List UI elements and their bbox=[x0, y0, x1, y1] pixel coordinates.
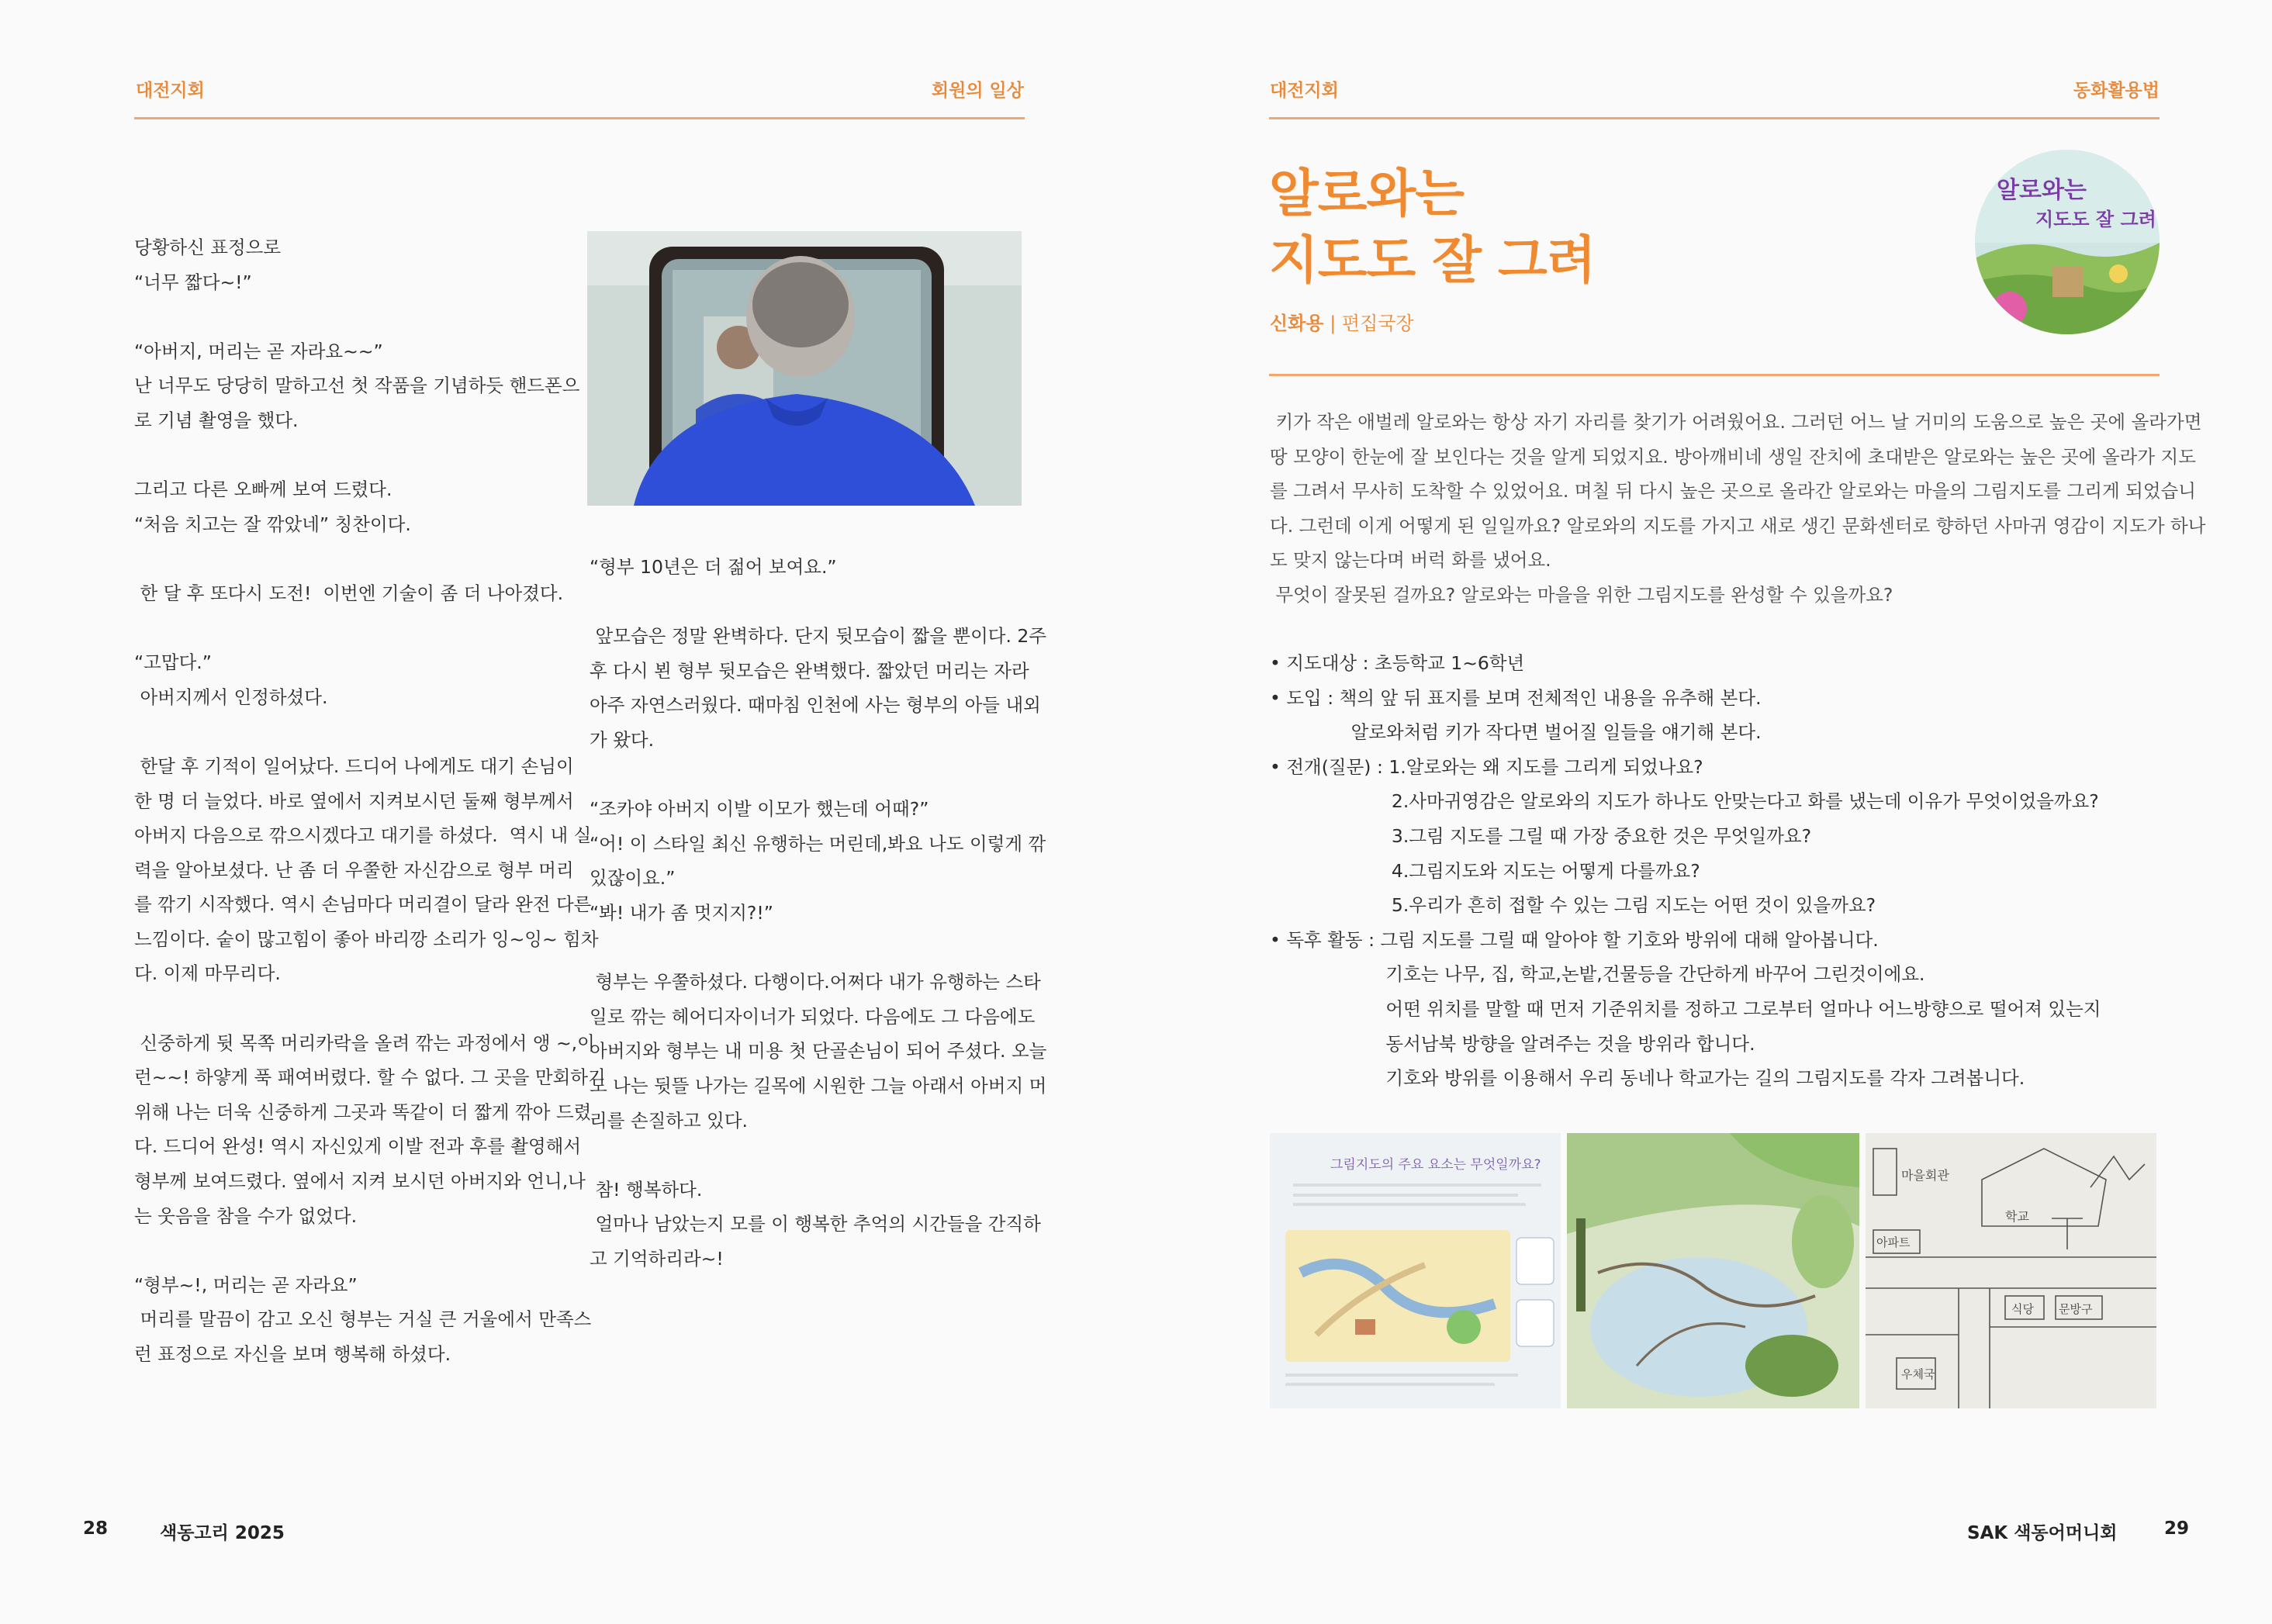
essay-line: 한 달 후 또다시 도전! 이번엔 기술이 좀 더 나아졌다. bbox=[134, 582, 564, 604]
essay-line: 얼마나 남았는지 모를 이 행복한 추억의 시간들을 간직하 bbox=[590, 1213, 1041, 1235]
essay-line: 위해 나는 더욱 신중하게 그곳과 똑같이 더 짧게 깎아 드렸 bbox=[134, 1101, 592, 1123]
essay-line: 다. 이제 마무리다. bbox=[134, 962, 281, 985]
guide-line: 어떤 위치를 말할 때 먼저 기준위치를 정하고 그로부터 얼마나 어느방향으로 떨어져 있는지 bbox=[1270, 997, 2101, 1020]
summary-line: 다. 그런데 이게 어떻게 된 일일까요? 알로와의 지도를 가지고 새로 생긴 문화센터로 향하던 사마귀 영감이 지도가 하나 bbox=[1270, 514, 2206, 537]
essay-line: 당황하신 표정으로 bbox=[134, 237, 282, 258]
essay-line: 신중하게 뒷 목쪽 머리카락을 올려 깎는 과정에서 앵 ~,이 bbox=[134, 1031, 595, 1054]
essay-line: 느낌이다. 숱이 많고힘이 좋아 바리깡 소리가 잉~잉~ 힘차 bbox=[134, 928, 599, 950]
essay-line bbox=[134, 438, 576, 473]
activity-guide-list bbox=[1270, 646, 2162, 1096]
map-label-apartment: 아파트 bbox=[1876, 1235, 1911, 1249]
essay-line: 있잖이요.” bbox=[590, 867, 676, 890]
essay-line: 리를 손질하고 있다. bbox=[590, 1109, 749, 1132]
guide-line: 3.그림 지도를 그릴 때 가장 중요한 것은 무엇일까요? bbox=[1270, 824, 1812, 847]
title-rule bbox=[1269, 374, 2160, 376]
left-page-number: 28 bbox=[83, 1519, 109, 1539]
right-header-category: 동화활용법 bbox=[2073, 81, 2160, 101]
author-role: 편집국장 bbox=[1341, 313, 1414, 334]
essay-line: “조카야 아버지 이발 이모가 했는데 어때?” bbox=[590, 798, 929, 821]
article-title-line2: 지도도 잘 그려 bbox=[1269, 230, 1596, 290]
activity-photo-hand-drawn-map bbox=[1866, 1133, 2156, 1408]
guide-line: • 도입 : 책의 앞 뒤 표지를 보며 전체적인 내용을 유추해 본다. bbox=[1270, 686, 1762, 709]
guide-line: 기호는 나무, 집, 학교,논밭,건물등을 간단하게 바꾸어 그린것이에요. bbox=[1270, 963, 1925, 986]
essay-line: “형부 10년은 더 젊어 보여요.” bbox=[590, 556, 837, 578]
guide-line: 4.그림지도와 지도는 어떻게 다를까요? bbox=[1270, 859, 1700, 882]
guide-line: 동서남북 방향을 알려주는 것을 방위라 합니다. bbox=[1270, 1032, 1755, 1055]
essay-line bbox=[590, 931, 1028, 966]
essay-line: “너무 짧다~!” bbox=[134, 271, 252, 293]
essay-line: 다. 드디어 완성! 역시 자신있게 이발 전과 후를 촬영해서 bbox=[134, 1135, 582, 1158]
author-name: 신화용 bbox=[1270, 313, 1324, 334]
left-column-1 bbox=[134, 230, 606, 1372]
essay-line: 런 표정으로 자신을 보며 행복해 하셨다. bbox=[134, 1343, 451, 1365]
essay-line bbox=[134, 1233, 576, 1268]
essay-line: 도 나는 뒷뜰 나가는 길목에 시원한 그늘 아래서 아버지 머 bbox=[590, 1074, 1047, 1097]
guide-line: 2.사마귀영감은 알로와의 지도가 하나도 안맞는다고 화를 냈는데 이유가 무엇이었을까요? bbox=[1270, 790, 2099, 813]
essay-line: 난 너무도 당당히 말하고선 첫 작품을 기념하듯 핸드폰으 bbox=[134, 375, 580, 397]
essay-line bbox=[134, 299, 576, 334]
map-label-school: 학교 bbox=[2005, 1209, 2029, 1224]
essay-line bbox=[134, 714, 576, 749]
svg-text:알로와는: 알로와는 bbox=[1997, 177, 2087, 204]
summary-line: 를 그려서 무사히 도착할 수 있었어요. 며칠 뒤 다시 높은 곳으로 올라간 알로와는 마을의 그림지도를 그리게 되었습니 bbox=[1270, 480, 2196, 503]
author-line bbox=[1270, 308, 1414, 335]
essay-line: 후 다시 뵌 형부 뒷모습은 완벽했다. 짧았던 머리는 자라 bbox=[590, 659, 1029, 682]
left-column-2 bbox=[590, 550, 1047, 1276]
summary-line: 도 맞지 않는다며 버럭 화를 냈어요. bbox=[1270, 549, 1551, 572]
essay-line: 아주 자연스러웠다. 때마침 인천에 사는 형부의 아들 내외 bbox=[590, 694, 1041, 717]
essay-line bbox=[590, 585, 1028, 620]
essay-line: 력을 알아보셨다. 난 좀 더 우쭐한 자신감으로 형부 머리 bbox=[134, 859, 574, 881]
essay-line: 아버지 다음으로 깎으시겠다고 대기를 하셨다. 역시 내 실 bbox=[134, 824, 592, 847]
left-footer-title: 색동고리 2025 bbox=[160, 1523, 285, 1543]
mirror-haircut-photo bbox=[587, 231, 1022, 506]
essay-line: 를 깎기 시작했다. 역시 손님마다 머리결이 달라 완전 다른 bbox=[134, 893, 592, 916]
essay-line: 런~~! 하얗게 푹 패여버렸다. 할 수 없다. 그 곳을 만회하기 bbox=[134, 1066, 606, 1089]
summary-line: 무엇이 잘못된 걸까요? 알로와는 마을을 위한 그림지도를 완성할 수 있을까요? bbox=[1270, 583, 1893, 606]
essay-line: 아버지께서 인정하셨다. bbox=[134, 686, 328, 708]
essay-line bbox=[134, 991, 576, 1026]
map-label-post-office: 우체국 bbox=[1901, 1367, 1935, 1381]
essay-line bbox=[134, 541, 576, 576]
activity-photo-book-spread bbox=[1567, 1133, 1859, 1408]
essay-line: 한 명 더 늘었다. 바로 옆에서 지켜보시던 둘째 형부께서 bbox=[134, 790, 574, 812]
svg-text:지도도 잘 그려: 지도도 잘 그려 bbox=[2035, 209, 2156, 230]
essay-line: “아버지, 머리는 곧 자라요~~” bbox=[134, 340, 383, 362]
guide-line: • 독후 활동 : 그림 지도를 그릴 때 알아야 할 기호와 방위에 대해 알아봅니다. bbox=[1270, 928, 1879, 951]
essay-line: “어! 이 스타일 최신 유행하는 머린데,봐요 나도 이렇게 깎 bbox=[590, 832, 1046, 855]
essay-line: 한달 후 기적이 일어났다. 드디어 나에게도 대기 손님이 bbox=[134, 755, 574, 777]
left-header-rule bbox=[134, 117, 1025, 119]
essay-line: “고맙다.” bbox=[134, 651, 212, 674]
essay-line: 참! 행복하다. bbox=[590, 1178, 703, 1201]
guide-line: 기호와 방위를 이용해서 우리 동네나 학교가는 길의 그림지도를 각자 그려봅니다. bbox=[1270, 1067, 2025, 1090]
right-header-section: 대전지회 bbox=[1270, 81, 1339, 101]
right-page-number: 29 bbox=[2164, 1519, 2190, 1539]
essay-line: 아버지와 형부는 내 미용 첫 단골손님이 되어 주셨다. 오늘 bbox=[590, 1040, 1047, 1063]
left-header-category: 회원의 일상 bbox=[931, 81, 1024, 101]
essay-line: 앞모습은 정말 완벽하다. 단지 뒷모습이 짧을 뿐이다. 2주 bbox=[590, 625, 1047, 648]
svg-text:그림지도의 주요 요소는 무엇일까요?: 그림지도의 주요 요소는 무엇일까요? bbox=[1330, 1157, 1541, 1173]
essay-line: “봐! 내가 좀 멋지지?!” bbox=[590, 901, 773, 924]
essay-line bbox=[590, 758, 1028, 793]
essay-line: 가 왔다. bbox=[590, 728, 655, 751]
right-header-rule bbox=[1269, 117, 2160, 119]
book-cover-image bbox=[1975, 150, 2160, 334]
right-footer-title: SAK 색동어머니회 bbox=[1967, 1523, 2118, 1543]
guide-line: • 지도대상 : 초등학교 1~6학년 bbox=[1270, 652, 1525, 674]
map-label-stationery: 문방구 bbox=[2059, 1302, 2093, 1316]
book-summary bbox=[1270, 405, 2206, 613]
essay-line: “형부~!, 머리는 곧 자라요” bbox=[134, 1273, 358, 1296]
essay-line: 머리를 말끔이 감고 오신 형부는 거실 큰 거울에서 만족스 bbox=[134, 1308, 592, 1331]
summary-line: 땅 모양이 한눈에 잘 보인다는 것을 알게 되었지요. 방아깨비네 생일 잔치에 초대받은 알로와는 높은 곳에 올라가 지도 bbox=[1270, 445, 2196, 468]
map-label-village-hall: 마을회관 bbox=[1901, 1168, 1949, 1183]
essay-line: 고 기억하리라~! bbox=[590, 1247, 724, 1270]
essay-line: 형부께 보여드렸다. 옆에서 지켜 보시던 아버지와 언니,나 bbox=[134, 1170, 586, 1193]
left-header-section: 대전지회 bbox=[136, 81, 205, 101]
author-separator: | bbox=[1323, 313, 1342, 334]
essay-line: “처음 치고는 잘 깎았네” 칭찬이다. bbox=[134, 513, 411, 535]
essay-line: 일로 깎는 헤어디자이너가 되었다. 다음에도 그 다음에도 bbox=[590, 1005, 1036, 1028]
essay-line: 그리고 다른 오빠께 보여 드렸다. bbox=[134, 479, 392, 501]
essay-line bbox=[590, 1138, 1028, 1173]
map-label-restaurant: 식당 bbox=[2011, 1302, 2034, 1316]
guide-line: 알로와처럼 키가 작다면 벌어질 일들을 얘기해 본다. bbox=[1270, 721, 1762, 744]
summary-line: 키가 작은 애벌레 알로와는 항상 자기 자리를 찾기가 어려웠어요. 그러던 어느 날 거미의 도움으로 높은 곳에 올라가면 bbox=[1270, 411, 2202, 433]
essay-line bbox=[134, 611, 576, 646]
essay-line: 형부는 우쭐하셨다. 다행이다.어쩌다 내가 유행하는 스타 bbox=[590, 971, 1041, 993]
essay-line: 는 웃음을 참을 수가 없었다. bbox=[134, 1204, 358, 1227]
essay-line: 로 기념 촬영을 했다. bbox=[134, 409, 299, 431]
article-title-line1: 알로와는 bbox=[1269, 164, 1465, 223]
guide-line: 5.우리가 흔히 접할 수 있는 그림 지도는 어떤 것이 있을까요? bbox=[1270, 894, 1876, 917]
activity-photo-map-elements bbox=[1270, 1133, 1561, 1408]
guide-line: • 전개(질문) : 1.알로와는 왜 지도를 그리게 되었나요? bbox=[1270, 755, 1703, 778]
